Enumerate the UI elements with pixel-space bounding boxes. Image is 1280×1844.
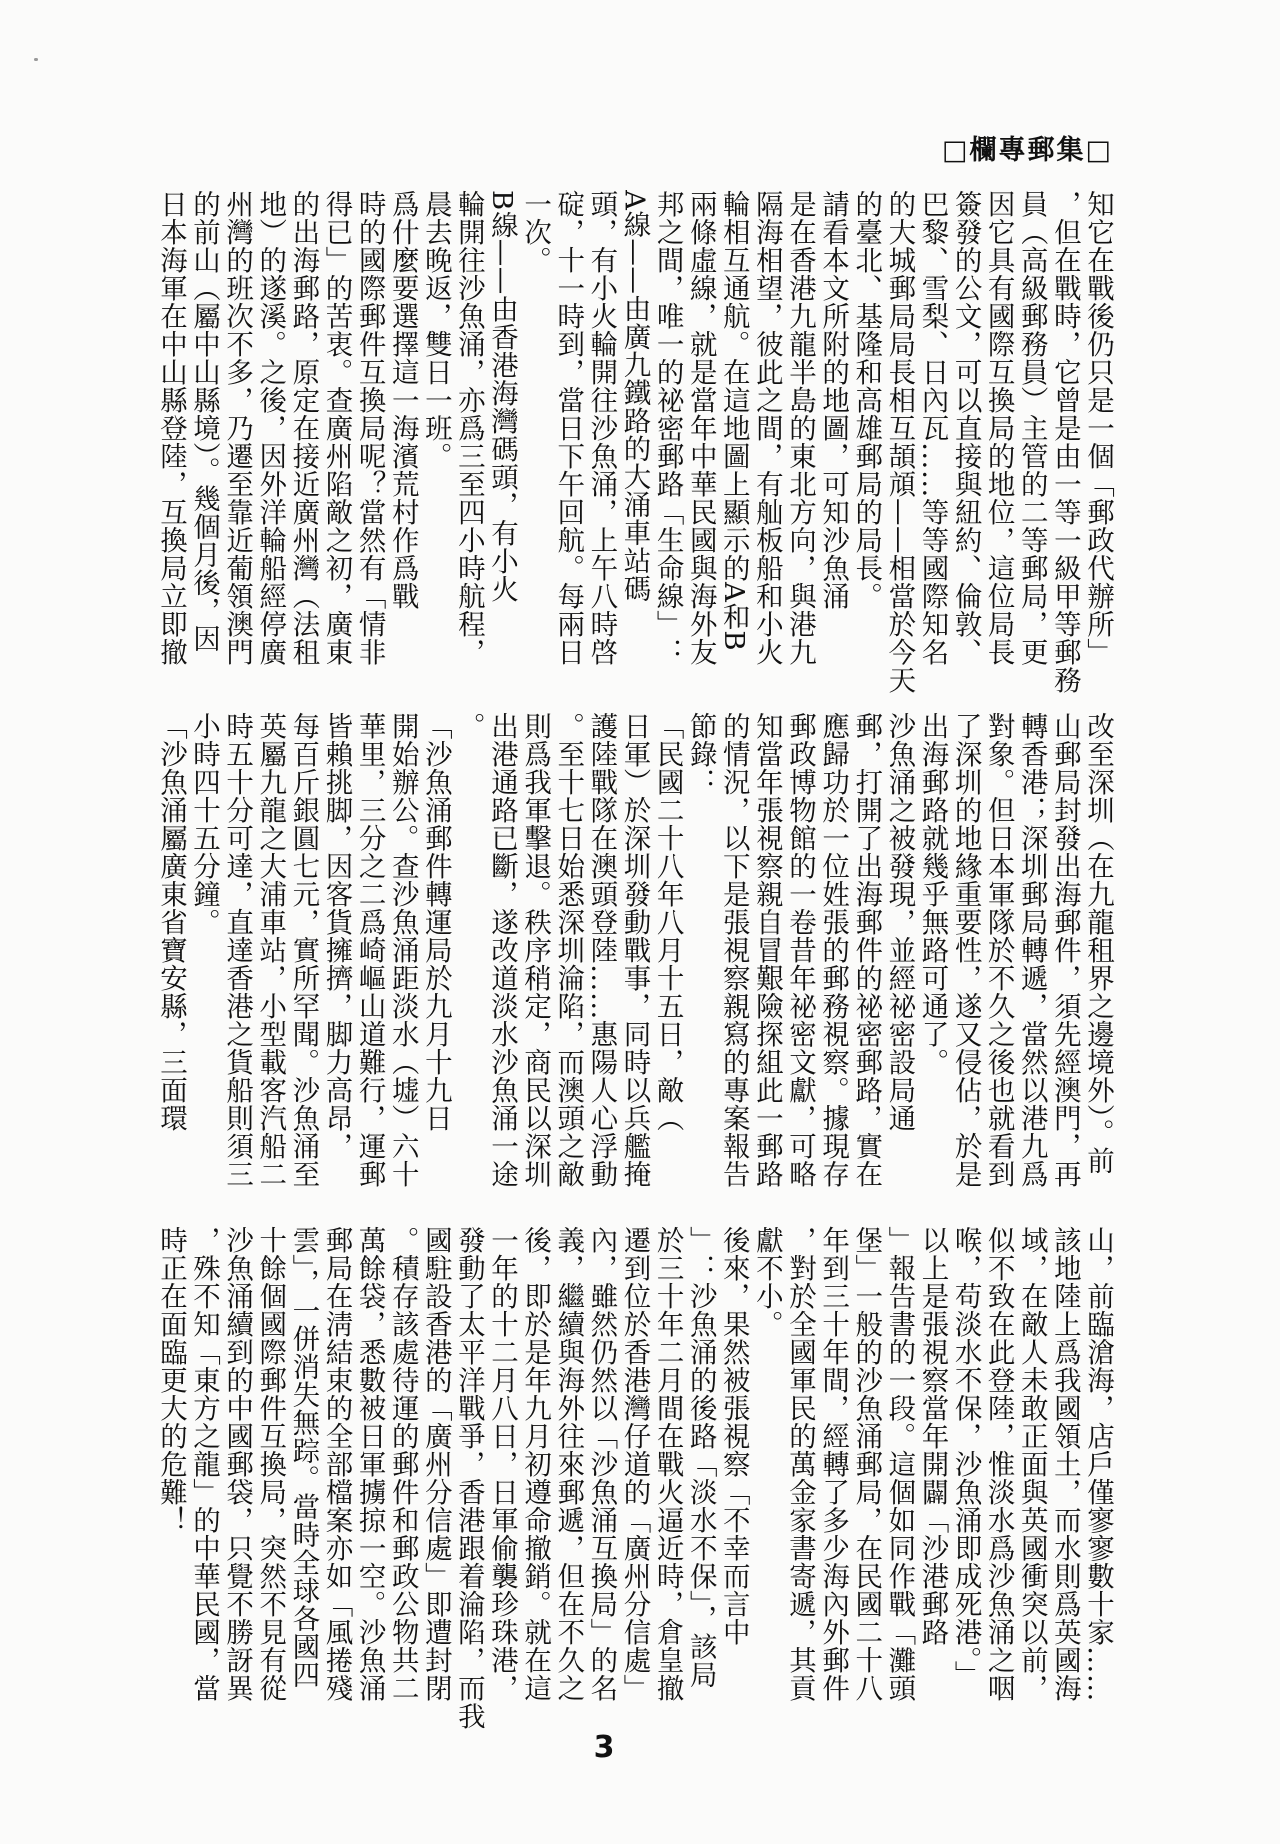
text-column: 晨去晚返，雙日一班。: [419, 190, 452, 470]
text-column: 英屬九龍之大浦車站，小型載客汽船二: [254, 712, 287, 1188]
text-column: 郵局在淸結束的全部檔案亦如「風捲殘: [320, 1226, 353, 1702]
scan-speck: [34, 58, 38, 61]
text-column: 頭，有小火輪開往沙魚涌，上午八時啓: [585, 190, 618, 666]
text-column: 節錄：: [684, 712, 717, 796]
text-column: 的大城郵局局長相互頡頏——相當於今天: [883, 190, 916, 694]
text-column: 國駐設香港的「廣州分信處」即遭封閉: [419, 1226, 452, 1702]
text-column: 的前山（屬中山縣境）。幾個月後，因: [188, 190, 221, 653]
text-column: 轉香港；深圳郵局轉遞，當然以港九爲: [1015, 712, 1048, 1188]
text-column: B線——由香港海灣碼頭，有小火: [486, 190, 519, 603]
text-column: 後來，果然被張視察「不幸而言中: [717, 1226, 750, 1646]
text-column: 時正在面臨更大的危難！: [154, 1226, 187, 1534]
text-column: 時的國際郵件互換局呢？當然有「情非: [353, 190, 386, 666]
text-column: 皆賴挑脚，因客貨擁擠，脚力高昂，: [320, 712, 353, 1160]
text-column: ，殊不知「東方之龍」的中華民國，當: [188, 1226, 221, 1702]
text-column: 雲」，一併消失無踪。當時全球各國四: [287, 1226, 320, 1689]
text-column: 沙魚涌之被發現，並經祕密設局通: [883, 712, 916, 1132]
text-column: 地）的遂溪。之後，因外洋輪船經停廣: [254, 190, 287, 666]
text-column: 萬餘袋，悉數被日軍擄掠一空。沙魚涌: [353, 1226, 386, 1702]
text-column: 對象。但日本軍隊於不久之後也就看到: [982, 712, 1015, 1188]
text-column: 日軍）於深圳發動戰事，同時以兵艦掩: [618, 712, 651, 1188]
text-column: 「沙魚涌屬廣東省寶安縣，三面環: [154, 712, 187, 1132]
text-column: 郵，打開了出海郵件的祕密郵路，實在: [850, 712, 883, 1188]
text-column: 時五十分可達，直達香港之貨船則須三: [221, 712, 254, 1188]
text-column: 知當年張視察親自冒艱險探組此一郵路: [750, 712, 783, 1188]
text-column: 似不致在此登陸，惟淡水爲沙魚涌之咽: [982, 1226, 1015, 1702]
text-row-1: [155, 190, 1115, 710]
text-column: 開始辦公。查沙魚涌距淡水（墟）六十: [386, 712, 419, 1188]
text-column: 出港通路已斷，遂改道淡水沙魚涌一途: [486, 712, 519, 1188]
text-column: 邦之間，唯一的祕密郵路「生命線」：: [651, 190, 684, 666]
text-column: 改至深圳（在九龍租界之邊境外）。前: [1082, 712, 1114, 1175]
text-column: 因它具有國際互換局的地位，這位局長: [982, 190, 1015, 666]
text-column: 堡」一般的沙魚涌郵局，在民國二十八: [850, 1226, 883, 1702]
text-column: 得已」的苦衷。查廣州陷敵之初，廣東: [320, 190, 353, 666]
text-column: 獻不小。: [750, 1226, 783, 1338]
text-column: 喉，苟淡水不保，沙魚涌即成死港。」: [949, 1226, 982, 1689]
text-column: 碇，十一時到，當日下午回航。每兩日: [552, 190, 585, 666]
text-column: 一次。: [519, 190, 552, 274]
text-column: 了深圳的地緣重要性，遂又侵佔，於是: [949, 712, 982, 1188]
text-column: 的臺北、基隆和高雄郵局的局長。: [850, 190, 883, 610]
text-column: 出海郵路就幾乎無路可通了。: [916, 712, 949, 1076]
text-column: 「民國二十八年八月十五日，敵（: [651, 712, 684, 1132]
text-column: 華里，三分之二爲崎嶇山道難行，運郵: [353, 712, 386, 1188]
text-column: 爲什麼要選擇這一海濱荒村作爲戰: [386, 190, 419, 610]
text-column: 義，繼續與海外往來郵遞，但在不久之: [552, 1226, 585, 1702]
text-column: ，但在戰時，它曾是由一等一級甲等郵務: [1048, 190, 1081, 694]
text-column: 巴黎、雪梨、日內瓦……等等國際知名: [916, 190, 949, 666]
text-column: 請看本文所附的地圖，可知沙魚涌: [817, 190, 850, 610]
text-column: 該地陸上爲我國領土，而水則爲英國海: [1048, 1226, 1081, 1702]
text-column: ，對於全國軍民的萬金家書寄遞，其貢: [784, 1226, 817, 1702]
text-column: 以上是張視察當年開闢「沙港郵路: [916, 1226, 949, 1646]
text-column: 日本海軍在中山縣登陸，互換局立即撤: [154, 190, 187, 666]
text-column: 「沙魚涌郵件轉運局於九月十九日: [419, 712, 452, 1132]
column-header-tag: □欄專郵集□: [941, 135, 1113, 166]
text-column: 輪開往沙魚涌，亦爲三至四小時航程，: [452, 190, 485, 666]
text-column: 郵政博物館的一卷昔年祕密文獻，可略: [784, 712, 817, 1188]
text-column: 輪相互通航。在這地圖上顯示的A和B: [717, 190, 750, 652]
text-column: 則爲我軍擊退。秩序稍定，商民以深圳: [519, 712, 552, 1188]
text-column: 後，即於是年九月初遵命撤銷。就在這: [519, 1226, 552, 1702]
text-column: 是在香港九龍半島的東北方向，與港九: [784, 190, 817, 666]
text-column: 州灣的班次不多，乃遷至靠近葡領澳門: [221, 190, 254, 666]
text-column: 。積存該處待運的郵件和郵政公物共二: [386, 1226, 419, 1702]
text-row-3: [155, 1226, 1115, 1746]
page-number: 3: [593, 1730, 615, 1765]
text-column: 簽發的公文，可以直接與紐約、倫敦、: [949, 190, 982, 666]
text-column: 。: [452, 712, 485, 740]
text-column: 隔海相望，彼此之間，有舢板船和小火: [750, 190, 783, 666]
text-column: 知它在戰後仍只是一個「郵政代辦所」: [1082, 190, 1114, 666]
text-column: 一年的十二月八日，日軍偷襲珍珠港，: [486, 1226, 519, 1702]
text-column: 年到三十年間，經轉了多少海內外郵件: [817, 1226, 850, 1702]
text-column: 山，前臨滄海，店戶僅寥寥數十家……: [1082, 1226, 1114, 1702]
text-column: 內，雖然仍然以「沙魚涌互換局」的名: [585, 1226, 618, 1702]
text-column: 」報告書的一段。這個如同作戰「灘頭: [883, 1226, 916, 1702]
text-column: 山郵局封發出海郵件，須先經澳門，再: [1048, 712, 1081, 1188]
text-column: 的出海郵路，原定在接近廣州灣（法租: [287, 190, 320, 666]
text-column: 遷到位於香港灣仔道的「廣州分信處」: [618, 1226, 651, 1702]
text-column: 小時四十五分鐘。: [188, 712, 221, 936]
text-column: 」：沙魚涌的後路「淡水不保」，該局: [684, 1226, 717, 1689]
text-column: 護陸戰隊在澳頭登陸……惠陽人心浮動: [585, 712, 618, 1188]
text-column: 員（高級郵務員）主管的二等郵局，更: [1015, 190, 1048, 666]
text-column: 沙魚涌續到的中國郵袋，只覺不勝訝異: [221, 1226, 254, 1702]
text-column: 發動了太平洋戰爭，香港跟着淪陷，而我: [452, 1226, 485, 1730]
text-row-2: [155, 712, 1115, 1232]
text-column: 應歸功於一位姓張的郵務視察。據現存: [817, 712, 850, 1188]
text-column: 域，在敵人未敢正面與英國衝突以前，: [1015, 1226, 1048, 1702]
text-column: 十餘個國際郵件互換局，突然不見有從: [254, 1226, 287, 1702]
text-column: 。至十七日始悉深圳淪陷，而澳頭之敵: [552, 712, 585, 1188]
text-column: 的情況，以下是張視察親寫的專案報告: [717, 712, 750, 1188]
text-column: 每百斤銀圓七元，實所罕聞。沙魚涌至: [287, 712, 320, 1188]
text-column: 於三十年二月間在戰火逼近時，倉皇撤: [651, 1226, 684, 1702]
text-column: A線——由廣九鐵路的大涌車站碼: [618, 190, 651, 603]
text-column: 兩條虛線，就是當年中華民國與海外友: [684, 190, 717, 666]
